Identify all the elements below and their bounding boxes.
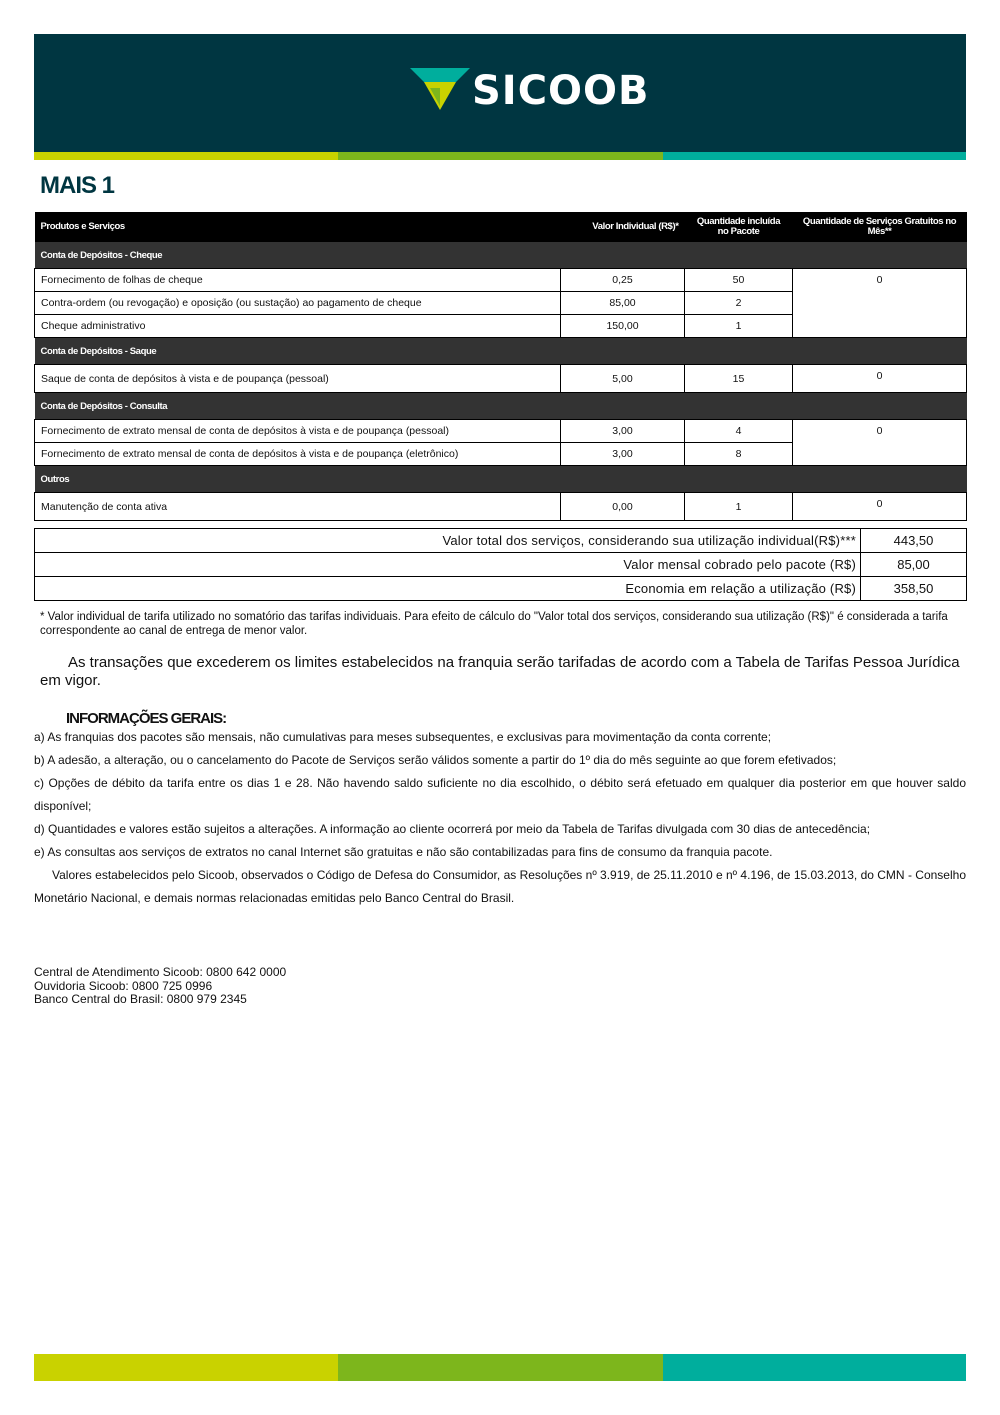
total-value: 85,00 bbox=[861, 553, 967, 577]
service-quantity: 8 bbox=[685, 443, 793, 466]
contacts-block bbox=[34, 966, 286, 1007]
sicoob-symbol-icon bbox=[410, 66, 470, 112]
totals-table bbox=[34, 528, 967, 601]
total-value: 358,50 bbox=[861, 577, 967, 601]
header-quantidade: Quantidade incluída no Pacote bbox=[685, 212, 793, 242]
table-row bbox=[35, 365, 967, 393]
table-row bbox=[35, 269, 967, 292]
section-title: Conta de Depósitos - Consulta bbox=[35, 393, 967, 420]
table-row bbox=[35, 493, 967, 521]
info-item: e) As consultas aos serviços de extratos no canal Internet são gratuitas e não são contabilizadas para fins de consumo da franquia pacote. bbox=[34, 845, 773, 859]
service-quantity: 4 bbox=[685, 420, 793, 443]
header-gratuitos: Quantidade de Serviços Gratuitos no Mês** bbox=[793, 212, 967, 242]
total-value: 443,50 bbox=[861, 529, 967, 553]
service-name: Contra-ordem (ou revogação) e oposição (ou sustação) ao pagamento de cheque bbox=[35, 292, 561, 315]
info-item: c) Opções de débito da tarifa entre os dias 1 e 28. Não havendo saldo suficiente no dia escolhido, o débito será efetuado em qualquer dia posterior em que houver saldo disponível; bbox=[34, 776, 966, 813]
top-color-stripe bbox=[34, 152, 966, 160]
section-row bbox=[35, 466, 967, 493]
section-row bbox=[35, 393, 967, 420]
service-quantity: 15 bbox=[685, 365, 793, 393]
service-name: Fornecimento de folhas de cheque bbox=[35, 269, 561, 292]
header-valor: Valor Individual (R$)* bbox=[561, 212, 685, 242]
section-row bbox=[35, 338, 967, 365]
service-quantity: 50 bbox=[685, 269, 793, 292]
section-title: Outros bbox=[35, 466, 967, 493]
service-name: Fornecimento de extrato mensal de conta de depósitos à vista e de poupança (pessoal) bbox=[35, 420, 561, 443]
header-banner bbox=[34, 34, 966, 152]
free-services: 0 bbox=[793, 269, 967, 338]
total-row bbox=[35, 553, 967, 577]
header-produtos: Produtos e Serviços bbox=[35, 212, 561, 242]
section-title: Conta de Depósitos - Cheque bbox=[35, 242, 967, 269]
info-title: INFORMAÇÕES GERAIS: bbox=[66, 710, 227, 727]
service-value: 150,00 bbox=[561, 315, 685, 338]
service-name: Fornecimento de extrato mensal de conta de depósitos à vista e de poupança (eletrônico) bbox=[35, 443, 561, 466]
free-services: 0 bbox=[793, 420, 967, 466]
service-name: Saque de conta de depósitos à vista e de poupança (pessoal) bbox=[35, 365, 561, 393]
service-name: Cheque administrativo bbox=[35, 315, 561, 338]
info-item: b) A adesão, a alteração, ou o cancelamento do Pacote de Serviços serão válidos somente a partir do 1º dia do mês seguinte ao que forem efetivados; bbox=[34, 753, 837, 767]
sicoob-logo bbox=[410, 66, 650, 116]
package-title: MAIS 1 bbox=[40, 172, 115, 199]
service-quantity: 1 bbox=[685, 315, 793, 338]
service-value: 5,00 bbox=[561, 365, 685, 393]
service-quantity: 1 bbox=[685, 493, 793, 521]
sicoob-wordmark: SICOOB bbox=[472, 68, 650, 114]
info-closing: Valores estabelecidos pelo Sicoob, observados o Código de Defesa do Consumidor, as Resoluções nº 3.919, de 25.11.2010 e nº 4.196, de 15.03.2013, do CMN - Conselho Monetário Nacional, e demais normas relacionadas emitidas pelo Banco Central do Brasil. bbox=[34, 868, 966, 905]
info-item: d) Quantidades e valores estão sujeitos a alterações. A informação ao cliente ocorrerá por meio da Tabela de Tarifas divulgada com 30 dias de antecedência; bbox=[34, 822, 871, 836]
total-row bbox=[35, 577, 967, 601]
tarifas-table bbox=[34, 212, 967, 521]
bottom-color-stripe bbox=[34, 1354, 966, 1381]
info-list bbox=[34, 726, 966, 910]
service-value: 3,00 bbox=[561, 420, 685, 443]
table-header-row bbox=[35, 212, 967, 242]
service-name: Manutenção de conta ativa bbox=[35, 493, 561, 521]
service-value: 0,00 bbox=[561, 493, 685, 521]
contact-line: Central de Atendimento Sicoob: 0800 642 0000 bbox=[34, 965, 287, 979]
service-quantity: 2 bbox=[685, 292, 793, 315]
total-row bbox=[35, 529, 967, 553]
info-item: a) As franquias dos pacotes são mensais, não cumulativas para meses subsequentes, e exclusivas para movimentação da conta corrente; bbox=[34, 730, 772, 744]
total-label: Economia em relação a utilização (R$) bbox=[35, 577, 861, 601]
excess-notice: As transações que excederem os limites estabelecidos na franquia serão tarifadas de acordo com a Tabela de Tarifas Pessoa Jurídica em vigor. bbox=[40, 654, 960, 689]
footnote: * Valor individual de tarifa utilizado no somatório das tarifas individuais. Para efeito de cálculo do "Valor total dos serviços, considerando sua utilização (R$)" é considerada a tarifa correspondente ao canal de entrega de menor valor. bbox=[40, 611, 948, 637]
free-services: 0 bbox=[793, 365, 967, 393]
section-row bbox=[35, 242, 967, 269]
table-row bbox=[35, 420, 967, 443]
service-value: 0,25 bbox=[561, 269, 685, 292]
contact-line: Ouvidoria Sicoob: 0800 725 0996 bbox=[34, 978, 213, 993]
service-value: 3,00 bbox=[561, 443, 685, 466]
total-label: Valor mensal cobrado pelo pacote (R$) bbox=[35, 553, 861, 577]
free-services: 0 bbox=[793, 493, 967, 521]
section-title: Conta de Depósitos - Saque bbox=[35, 338, 967, 365]
service-value: 85,00 bbox=[561, 292, 685, 315]
total-label: Valor total dos serviços, considerando sua utilização individual(R$)*** bbox=[35, 529, 861, 553]
contact-line: Banco Central do Brasil: 0800 979 2345 bbox=[34, 992, 247, 1006]
